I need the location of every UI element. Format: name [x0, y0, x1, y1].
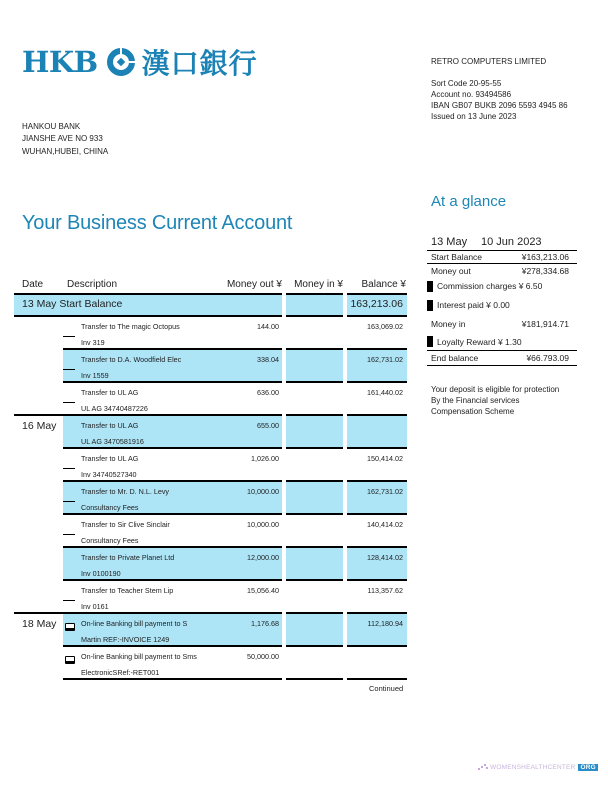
row-money-out: 1,176.68: [251, 619, 279, 628]
dash-icon: [63, 402, 75, 403]
row-divider: [286, 579, 343, 581]
dash-icon: [63, 534, 75, 535]
col-money-in: Money in ¥: [294, 279, 343, 290]
start-balance-row: [427, 251, 577, 264]
watermark: [478, 763, 598, 771]
row-divider: [347, 678, 407, 680]
dash-icon: [63, 369, 75, 370]
commission-text: Commission charges ¥ 6.50: [437, 281, 543, 291]
row-reference: ElectronicSRef:-RET001: [81, 668, 160, 677]
row-reference: Martin REF:-INVOICE 1249: [81, 635, 170, 644]
row-divider: [286, 645, 343, 647]
row-balance: 150,414.02: [367, 454, 403, 463]
row-reference: Inv 319: [81, 338, 105, 347]
bank-address: [22, 121, 108, 158]
row-money-out: 12,000.00: [247, 553, 279, 562]
marker-icon: [427, 336, 433, 347]
row-bg: [286, 350, 343, 381]
row-description: On-line Banking bill payment to Sms: [81, 652, 197, 661]
label: Money in: [431, 319, 466, 329]
row-divider: [286, 513, 343, 515]
row-reference: Inv 0161: [81, 602, 109, 611]
glance-summary: [427, 236, 577, 366]
row-balance: 112,180.94: [367, 619, 403, 628]
row-description: Transfer to Private Planet Ltd: [81, 553, 175, 562]
row-description: Transfer to Sir Clive Sinclair: [81, 520, 170, 529]
bank-logo: [22, 42, 258, 82]
row-description: Transfer to Teacher Stem Lip: [81, 586, 174, 595]
address-line: JIANSHE AVE NO 933: [22, 133, 103, 143]
row-reference: Consultancy Fees: [81, 536, 139, 545]
row-reference: Inv 0100190: [81, 569, 121, 578]
interest-text: Interest paid ¥ 0.00: [437, 300, 510, 310]
loyalty-row: [427, 333, 577, 351]
value: ¥66.793.09: [526, 353, 569, 363]
row-money-out: 144.00: [257, 322, 279, 331]
row-date: 18 May: [22, 618, 57, 630]
col-balance: Balance ¥: [361, 279, 406, 290]
bank-emblem-icon: [106, 47, 136, 77]
row-divider: [286, 678, 343, 680]
start-balance-label: 13 May Start Balance: [22, 298, 123, 310]
divider: [14, 315, 282, 317]
row-balance: 140,414.02: [367, 520, 403, 529]
row-divider: [63, 447, 282, 449]
row-reference: UL AG 3470581916: [81, 437, 144, 446]
row-description: Transfer to UL AG: [81, 454, 139, 463]
label: Money out: [431, 265, 471, 276]
row-reference: Consultancy Fees: [81, 503, 139, 512]
row-balance: 162,731.02: [367, 355, 403, 364]
row-balance: 113,357.62: [367, 586, 403, 595]
row-balance: 161,440.02: [367, 388, 403, 397]
row-description: Transfer to Mr. D. N.L. Levy: [81, 487, 170, 496]
logo-latin: HKB: [22, 45, 98, 79]
col-description: Description: [67, 279, 118, 290]
note-line: Your deposit is eligible for protection: [431, 385, 560, 394]
start-row-bg: [286, 295, 343, 315]
card-icon: [65, 623, 75, 631]
logo-chinese: 漢口銀行: [141, 47, 258, 80]
row-divider: [347, 513, 407, 515]
row-reference: Inv 34740527340: [81, 470, 137, 479]
address-line: HANKOU BANK: [22, 122, 81, 131]
end-balance-row: [427, 351, 577, 366]
row-divider: [63, 513, 282, 515]
row-divider: [63, 381, 282, 383]
row-money-out: 50,000.00: [247, 652, 279, 661]
account-number: Account no. 93494586: [431, 90, 512, 99]
row-divider: [286, 447, 343, 449]
row-divider: [347, 447, 407, 449]
note-line: Compensation Scheme: [431, 407, 515, 416]
card-icon: [65, 656, 75, 664]
period-end: 10 Jun 2023: [481, 236, 542, 248]
row-balance: 162,731.02: [367, 487, 403, 496]
page-title: Your Business Current Account: [22, 212, 293, 234]
commission-row: [427, 277, 577, 295]
dash-icon: [63, 336, 75, 337]
divider: [286, 315, 343, 317]
address-line: WUHAN,HUBEI, CHINA: [22, 147, 109, 156]
row-description: Transfer to UL AG: [81, 421, 139, 430]
row-bg: [286, 482, 343, 513]
row-money-out: 10,000.00: [247, 487, 279, 496]
dash-icon: [63, 468, 75, 469]
row-balance: 128,414.02: [367, 553, 403, 562]
dash-icon: [63, 600, 75, 601]
value: ¥181,914.71: [521, 319, 569, 329]
money-in-row: [427, 315, 577, 333]
period-start: 13 May: [431, 236, 468, 248]
marker-icon: [427, 281, 433, 292]
row-divider: [63, 645, 282, 647]
row-money-out: 636.00: [257, 388, 279, 397]
row-description: On-line Banking bill payment to S: [81, 619, 188, 628]
sort-code: Sort Code 20-95-55: [431, 79, 502, 88]
row-bg: [286, 416, 343, 447]
row-description: Transfer to The magic Octopus: [81, 322, 180, 331]
value: ¥278,334.68: [521, 265, 569, 276]
start-balance-value: 163,213.06: [350, 298, 403, 310]
marker-icon: [427, 300, 433, 311]
row-description: Transfer to UL AG: [81, 388, 139, 397]
dash-icon: [63, 501, 75, 502]
note-line: By the Financial services: [431, 396, 520, 405]
row-money-out: 15,056.40: [247, 586, 279, 595]
watermark-badge: ORG: [580, 763, 596, 771]
interest-row: [427, 295, 577, 315]
row-bg: [286, 614, 343, 645]
row-divider: [347, 579, 407, 581]
row-reference: UL AG 34740487226: [81, 404, 148, 413]
row-money-out: 1,026.00: [251, 454, 279, 463]
label: End balance: [431, 353, 479, 363]
row-money-out: 655.00: [257, 421, 279, 430]
row-balance: 163,069.02: [367, 322, 403, 331]
value: ¥163,213.06: [521, 252, 569, 262]
row-date: 16 May: [22, 420, 57, 432]
money-out-row: [427, 264, 577, 277]
date-divider: [14, 414, 64, 416]
date-divider: [14, 612, 64, 614]
row-divider: [347, 645, 407, 647]
protection-note: [431, 384, 559, 417]
company-name: RETRO COMPUTERS LIMITED: [431, 57, 547, 66]
label: Start Balance: [431, 252, 483, 262]
continued-label: Continued: [369, 684, 404, 693]
col-money-out: Money out ¥: [226, 279, 282, 290]
row-bg: [286, 548, 343, 579]
row-divider: [63, 579, 282, 581]
row-money-out: 10,000.00: [247, 520, 279, 529]
divider: [347, 315, 407, 317]
glance-period: [427, 236, 577, 251]
watermark-text: WOMENSHEALTHCENTER: [490, 763, 576, 771]
col-date: Date: [22, 279, 44, 290]
row-divider: [347, 381, 407, 383]
issue-date: Issued on 13 June 2023: [431, 112, 517, 121]
row-money-out: 338.04: [257, 355, 279, 364]
account-info: [431, 78, 568, 122]
watermark-dots-icon: [478, 763, 488, 771]
loyalty-text: Loyalty Reward ¥ 1.30: [437, 336, 522, 347]
row-reference: Inv 1559: [81, 371, 109, 380]
row-bg: [347, 416, 407, 447]
row-description: Transfer to D.A. Woodfield Elec: [81, 355, 182, 364]
row-divider: [286, 381, 343, 383]
iban: IBAN GB07 BUKB 2096 5593 4945 86: [431, 101, 568, 110]
row-divider: [63, 678, 282, 680]
glance-title: At a glance: [431, 193, 507, 210]
